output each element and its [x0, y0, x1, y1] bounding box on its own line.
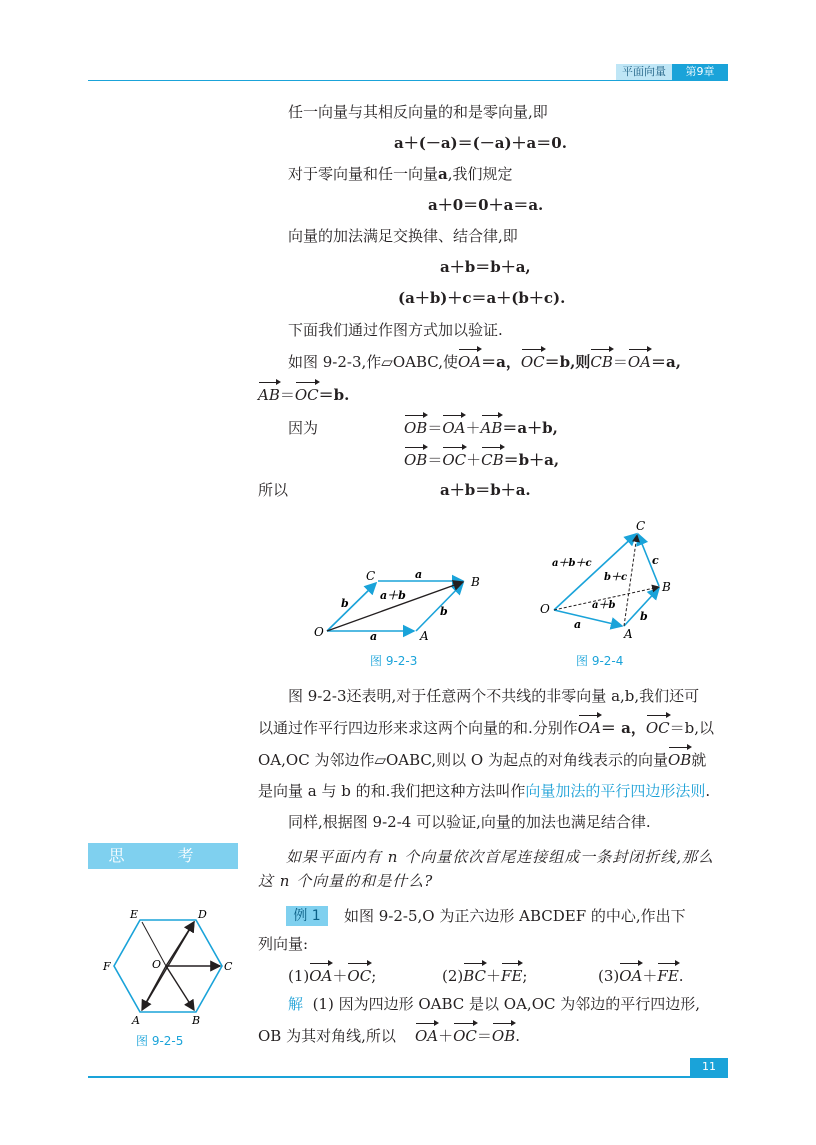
text-line: 同样,根据图 9-2-4 可以验证,向量的加法也满足结合律.	[288, 813, 651, 831]
vector: OC	[347, 967, 372, 985]
label-o: O	[152, 958, 162, 971]
vector: OC	[442, 451, 467, 469]
text: ＝	[279, 386, 295, 404]
formula: a＋0＝0＋a＝a.	[428, 196, 544, 214]
footer-rule	[88, 1076, 728, 1078]
text-line: 任一向量与其相反向量的和是零向量,即	[288, 103, 548, 121]
text: ＝	[427, 451, 443, 469]
label-a: A	[132, 1014, 140, 1027]
problem-2	[442, 966, 527, 986]
figure-9-2-5	[100, 906, 240, 1028]
label-b: B	[471, 575, 480, 589]
text-line: 因为	[288, 419, 319, 437]
text-line: 如图 9-2-5,O 为正六边形 ABCDEF 的中心,作出下	[344, 907, 686, 925]
text: ＝a＋b,	[502, 419, 558, 437]
solution-line	[288, 994, 700, 1014]
text: a	[438, 165, 448, 183]
figure-caption: 图 9-2-5	[136, 1034, 184, 1048]
vector: OC	[453, 1027, 477, 1045]
vector: OC	[520, 353, 545, 371]
vector: OC	[294, 386, 319, 404]
example-label: 例 1	[286, 906, 328, 926]
text: ＝b＋a,	[503, 451, 560, 469]
figure-caption: 图 9-2-4	[576, 654, 624, 668]
formula: a＋b＝b＋a,	[440, 258, 531, 276]
text: ＝ a，	[600, 719, 646, 737]
text-line	[258, 385, 349, 405]
text: .	[678, 967, 684, 985]
vector: CB	[590, 353, 613, 371]
text-line	[288, 164, 513, 184]
think-question: 如果平面内有 n 个向量依次首尾连接组成一条封闭折线,那么	[286, 848, 714, 866]
label-e: E	[130, 908, 139, 921]
text-line: 所以	[258, 481, 289, 499]
text: ＝	[476, 1027, 492, 1045]
label-o: O	[540, 602, 550, 616]
chapter-header	[616, 64, 728, 80]
figure-9-2-4	[534, 516, 684, 642]
label-vec-a: a	[574, 618, 582, 631]
label-b: B	[192, 1014, 201, 1027]
solution-label: 解	[288, 995, 304, 1013]
label-b: B	[662, 580, 671, 594]
text: .	[705, 782, 711, 800]
text: ;	[371, 967, 377, 985]
label-c: C	[366, 569, 376, 583]
formula: a＋b＝b＋a.	[440, 481, 531, 499]
page-number: 11	[690, 1058, 728, 1076]
text: 对于零向量和任一向量	[288, 165, 439, 183]
label-f: F	[103, 960, 111, 973]
text-line	[288, 352, 681, 372]
label-vec-a: a	[415, 568, 423, 581]
formula	[404, 418, 558, 438]
label-d: D	[198, 908, 207, 921]
text-line	[258, 781, 710, 801]
text: ＋	[332, 967, 348, 985]
text-line: 下面我们通过作图方式加以验证.	[288, 321, 503, 339]
text: ＝a，	[481, 353, 521, 371]
text: (1)	[288, 967, 310, 985]
text: (3)	[598, 967, 620, 985]
text: 就	[691, 751, 707, 769]
text: ;	[522, 967, 528, 985]
label-c: C	[636, 519, 646, 533]
vector: OB	[667, 751, 692, 769]
think-box-title: 思 考	[88, 843, 238, 869]
text: 以通过作平行四边形来求这两个向量的和.分别作	[258, 719, 578, 737]
text: 是向量 a 与 b 的和.我们把这种方法叫作	[258, 782, 526, 800]
text: ＋	[486, 967, 502, 985]
label-vec-ab: a＋b	[592, 600, 616, 611]
text: ,我们规定	[447, 165, 513, 183]
text: (1) 因为四边形 OABC 是以 OA,OC 为邻边的平行四边形,	[312, 995, 701, 1013]
solution-line	[258, 1026, 520, 1046]
text: OA,OC 为邻边作▱OABC,则以 O 为起点的对角线表示的向量	[258, 751, 668, 769]
text: ＋	[438, 1027, 454, 1045]
text: OB 为其对角线,所以	[258, 1027, 396, 1045]
vector: OA	[414, 1027, 439, 1045]
text: ＋	[642, 967, 658, 985]
vector: OB	[491, 1027, 516, 1045]
vector-ob	[166, 966, 194, 1010]
text: ＋	[466, 451, 482, 469]
label-a: A	[624, 627, 633, 641]
label-vec-b: b	[341, 597, 349, 610]
vector: OC	[645, 719, 670, 737]
text: ＝	[427, 419, 443, 437]
text: ＝b.	[318, 386, 350, 404]
vector: OA	[619, 967, 643, 985]
text-line	[258, 750, 706, 770]
vector-oa	[554, 610, 622, 626]
label-vec-sum: a＋b	[380, 589, 406, 602]
vector: OA	[577, 719, 601, 737]
vector: OB	[404, 451, 428, 469]
figure-caption: 图 9-2-3	[370, 654, 418, 668]
formula	[404, 450, 559, 470]
problem-1	[288, 966, 376, 986]
highlight-term: 向量加法的平行四边形法则	[525, 782, 706, 800]
label-o: O	[314, 625, 324, 639]
problem-3	[598, 966, 684, 986]
label-vec-a: a	[370, 630, 378, 640]
vector: FE	[501, 967, 523, 985]
label-vec-b: b	[440, 605, 448, 618]
label-a: A	[420, 629, 429, 640]
text-line: 图 9-2-3还表明,对于任意两个不共线的非零向量 a,b,我们还可	[288, 687, 700, 705]
vector: OA	[309, 967, 333, 985]
vector-oc	[327, 583, 376, 631]
think-question: 这 n 个向量的和是什么?	[258, 872, 434, 890]
text: ＝	[612, 353, 628, 371]
text-line	[258, 718, 714, 738]
figure-9-2-3	[300, 560, 500, 640]
vector: AB	[480, 419, 503, 437]
text: ＝a,	[651, 353, 681, 371]
label-vec-b: b	[640, 610, 648, 623]
formula: (a＋b)＋c＝a＋(b＋c).	[398, 289, 566, 307]
text: 如图 9-2-3,作▱OABC,使	[288, 353, 458, 371]
header-rule	[88, 80, 728, 81]
label-vec-c: c	[652, 554, 659, 567]
formula: a＋(－a)＝(－a)＋a＝0.	[394, 134, 567, 152]
vector: CB	[481, 451, 504, 469]
vector: AB	[258, 386, 280, 404]
text: ＝b,则	[544, 353, 591, 371]
label-vec-bc: b＋c	[604, 572, 628, 583]
label-c: C	[224, 960, 233, 973]
vector: BC	[463, 967, 487, 985]
label-vec-abc: a＋b＋c	[552, 558, 592, 569]
text-line: 向量的加法满足交换律、结合律,即	[288, 227, 518, 245]
vector: OA	[627, 353, 652, 371]
text: (2)	[442, 967, 464, 985]
vector: OB	[404, 419, 428, 437]
vector: OA	[442, 419, 466, 437]
text: ＋	[465, 419, 481, 437]
text: .	[515, 1027, 520, 1045]
text: ＝b,以	[669, 719, 715, 737]
text-line: 列向量:	[258, 935, 309, 953]
section-title: 平面向量	[616, 64, 672, 80]
chapter-label: 第9章	[672, 64, 728, 80]
vector: FE	[657, 967, 679, 985]
vector: OA	[457, 353, 482, 371]
